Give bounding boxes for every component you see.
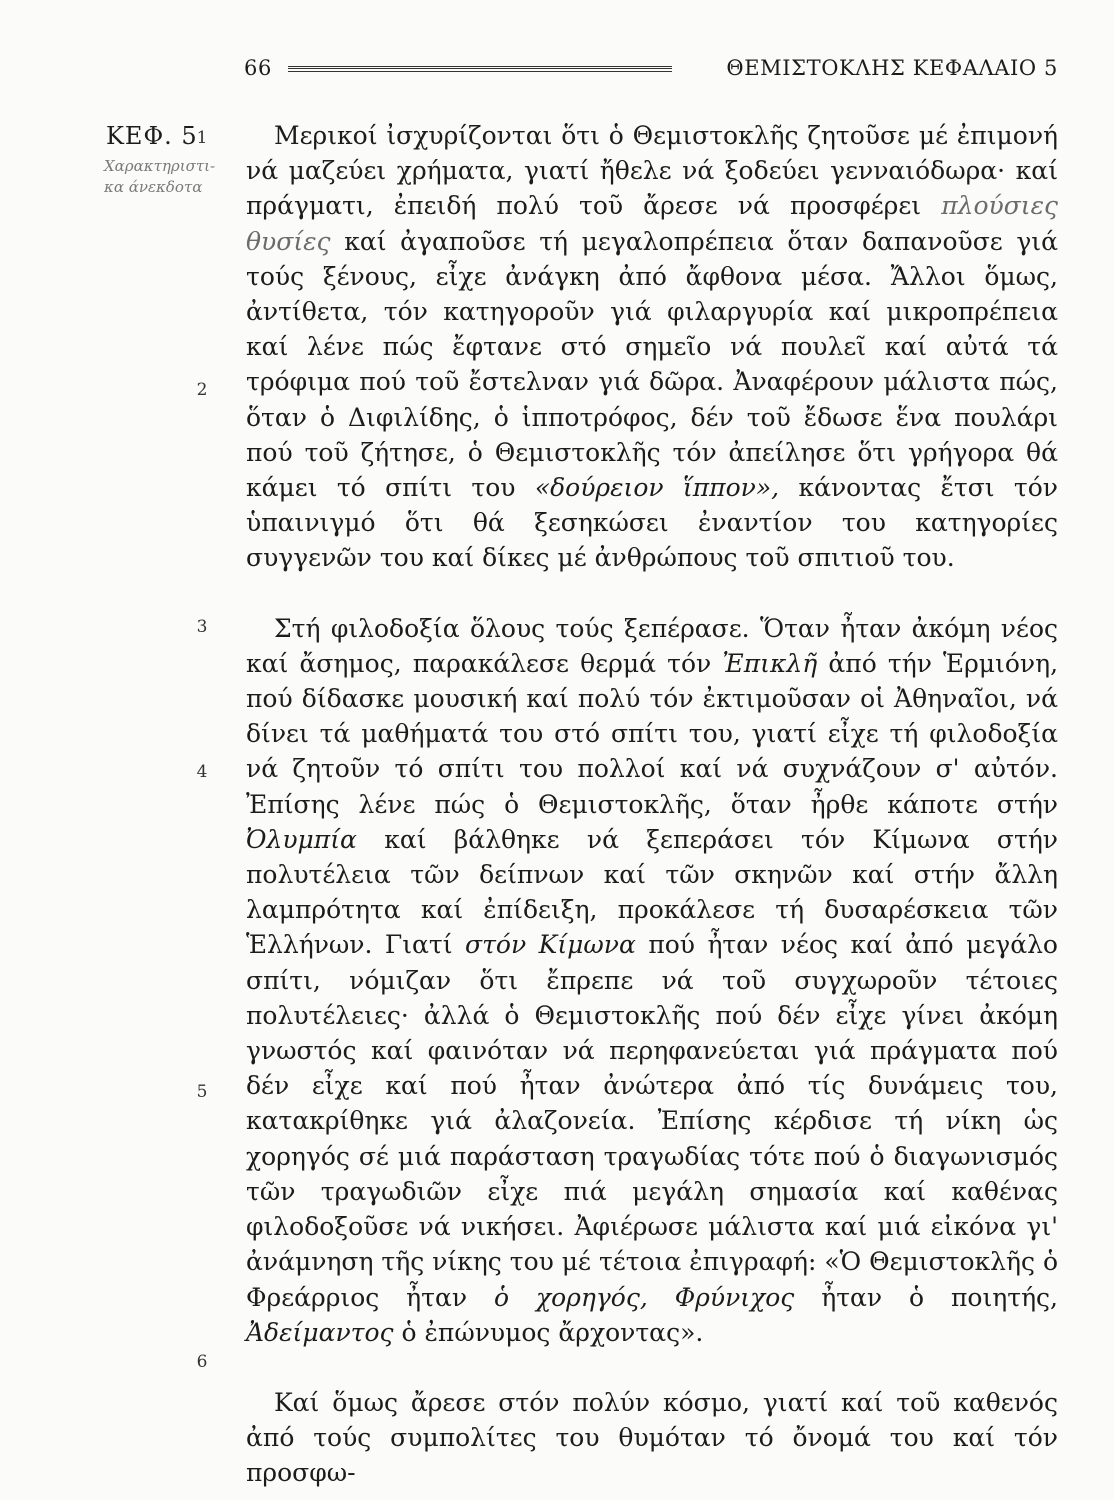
section-number: 6 <box>196 1352 208 1372</box>
italic-run: Ἐπικλῆ <box>722 648 818 678</box>
running-head: ΘΕΜΙΣΤΟΚΛΗΣ ΚΕΦΑΛΑΙΟ 5 <box>726 56 1058 80</box>
text-run: ἀπό τήν Ἑρμιόνη, πού δίδασκε μουσική καί πολύ τόν ἐκτιμοῦσαν οἱ Ἀθηναῖοι, νά δίνει τά μαθήματά του στό σπίτι του, γιατί εἶχε τή φιλοδοξία νά ζητοῦν τό σπίτι του πολλοί καί νά συχνάζουν σ' αὐτόν. Ἐπίσης λένε πώς ὁ Θεμιστοκλῆς, ὅταν ἦρθε κάποτε στήν <box>246 648 1059 819</box>
paragraph <box>246 1385 1058 1491</box>
section-number: 4 <box>196 762 208 782</box>
text-run: καί ἀγαποῦσε τή μεγαλοπρέπεια ὅταν δαπανοῦσε γιά τούς ξένους, εἶχε ἀνάγκη ἀπό ἄφθονα μέσα. Ἄλλοι ὅμως, ἀντίθετα, τόν κατηγοροῦν γιά φιλαργυρία καί μικροπρέπεια καί λένε πώς ἔφτανε στό σημεῖο νά πουλεῖ καί αὐτά τά τρόφιμα πού τοῦ ἔστελναν γιά δῶρα. Ἀναφέρουν μάλιστα πώς, ὅταν ὁ Διφιλίδης, ὁ ἱπποτρόφος, δέν τοῦ ἔδωσε ἕνα πουλάρι πού τοῦ ζήτησε, ὁ Θεμιστοκλῆς τόν ἀπείλησε ὅτι γρήγορα θά κάμει τό σπίτι του <box>246 226 1058 503</box>
text-run: Καί ὅμως ἄρεσε στόν πολύν κόσμο, γιατί καί τοῦ καθενός ἀπό τούς συμπολίτες του θυμόταν τό ὄνομά του καί τόν προσφω- <box>246 1387 1058 1488</box>
italic-run: πλούσιες θυσίες <box>246 191 1058 256</box>
margin-subject <box>104 156 236 198</box>
paragraph <box>246 611 1058 1350</box>
page-header <box>244 52 1058 92</box>
text-run: ὁ ἐπώνυμος ἄρχοντας». <box>401 1317 704 1347</box>
body-text <box>246 118 1058 1491</box>
margin-subject-line: Χαρακτηριστι- <box>104 157 216 175</box>
text-run: κάνοντας ἔτσι τόν ὑπαινιγμό ὅτι θά ξεσηκώσει ἐναντίον του κατηγορίες συγγενῶν του καί δίκες μέ ἀνθρώπους τοῦ σπιτιοῦ του. <box>246 473 1058 573</box>
italic-run: στόν Κίμωνα <box>465 930 636 960</box>
text-run: ἦταν ὁ ποιητής, <box>821 1282 1058 1312</box>
margin-heading <box>106 122 236 198</box>
margin-subject-line: κα άνεκδοτα <box>104 178 203 196</box>
italic-run: «δούρειον ἵππον», <box>534 473 780 503</box>
page-number: 66 <box>244 56 272 80</box>
italic-run: Ὀλυμπία <box>246 824 357 854</box>
section-number: 1 <box>196 128 208 148</box>
text-run: πού ἦταν νέος καί ἀπό μεγάλο σπίτι, νόμιζαν ὅτι ἔπρεπε νά τοῦ συγχωροῦν τέτοιες πολυτέλειες· ἀλλά ὁ Θεμιστοκλῆς πού δέν εἶχε γίνει ἀκόμη γνωστός καί φαινόταν νά περηφανεύεται γιά πράγματα πού δέν εἶχε καί πού ἦταν ἀνώτερα ἀπό τίς δυνάμεις του, κατακρίθηκε γιά ἀλαζονεία. Ἐπίσης κέρδισε τή νίκη ὡς χορηγός σέ μιά παράσταση τραγωδίας τότε πού ὁ διαγωνισμός τῶν τραγωδιῶν εἶχε πιά μεγάλη σημασία καί καθένας φιλοδοξοῦσε νά νικήσει. Ἀφιέρωσε μάλιστα καί μιά εἰκόνα γι' ἀνάμνηση τῆς νίκης του μέ τέτοια ἐπιγραφή: «Ὁ Θεμιστοκλῆς ὁ Φρεάρριος ἦταν <box>246 930 1058 1312</box>
section-number: 3 <box>196 617 208 637</box>
paragraph <box>246 118 1058 576</box>
italic-run: Ἀδείμαντος <box>246 1317 394 1347</box>
chapter-label: ΚΕΦ. 5 <box>106 122 198 150</box>
section-number: 5 <box>196 1082 208 1102</box>
text-run: Μερικοί ἰσχυρίζονται ὅτι ὁ Θεμιστοκλῆς ζητοῦσε μέ ἐπιμονή νά μαζεύει χρήματα, γιατί ἤθελε νά ξοδεύει γενναιόδωρα· καί πράγματι, ἐπειδή πολύ τοῦ ἄρεσε νά προσφέρει <box>246 121 1058 221</box>
text-run: Στή φιλοδοξία ὅλους τούς ξεπέρασε. Ὅταν ἦταν ἀκόμη νέος καί ἄσημος, παρακάλεσε θερμά τόν <box>246 613 1058 678</box>
italic-run: ὁ χορηγός, Φρύνιχος <box>494 1282 795 1312</box>
text-run: καί βάλθηκε νά ξεπεράσει τόν Κίμωνα στήν πολυτέλεια τῶν δείπνων καί τῶν σκηνῶν καί στήν ἄλλη λαμπρότητα καί ἐπίδειξη, προκάλεσε τή δυσαρέσκεια τῶν Ἑλλήνων. Γιατί <box>246 824 1058 960</box>
header-rule <box>288 66 672 72</box>
section-number: 2 <box>196 380 208 400</box>
